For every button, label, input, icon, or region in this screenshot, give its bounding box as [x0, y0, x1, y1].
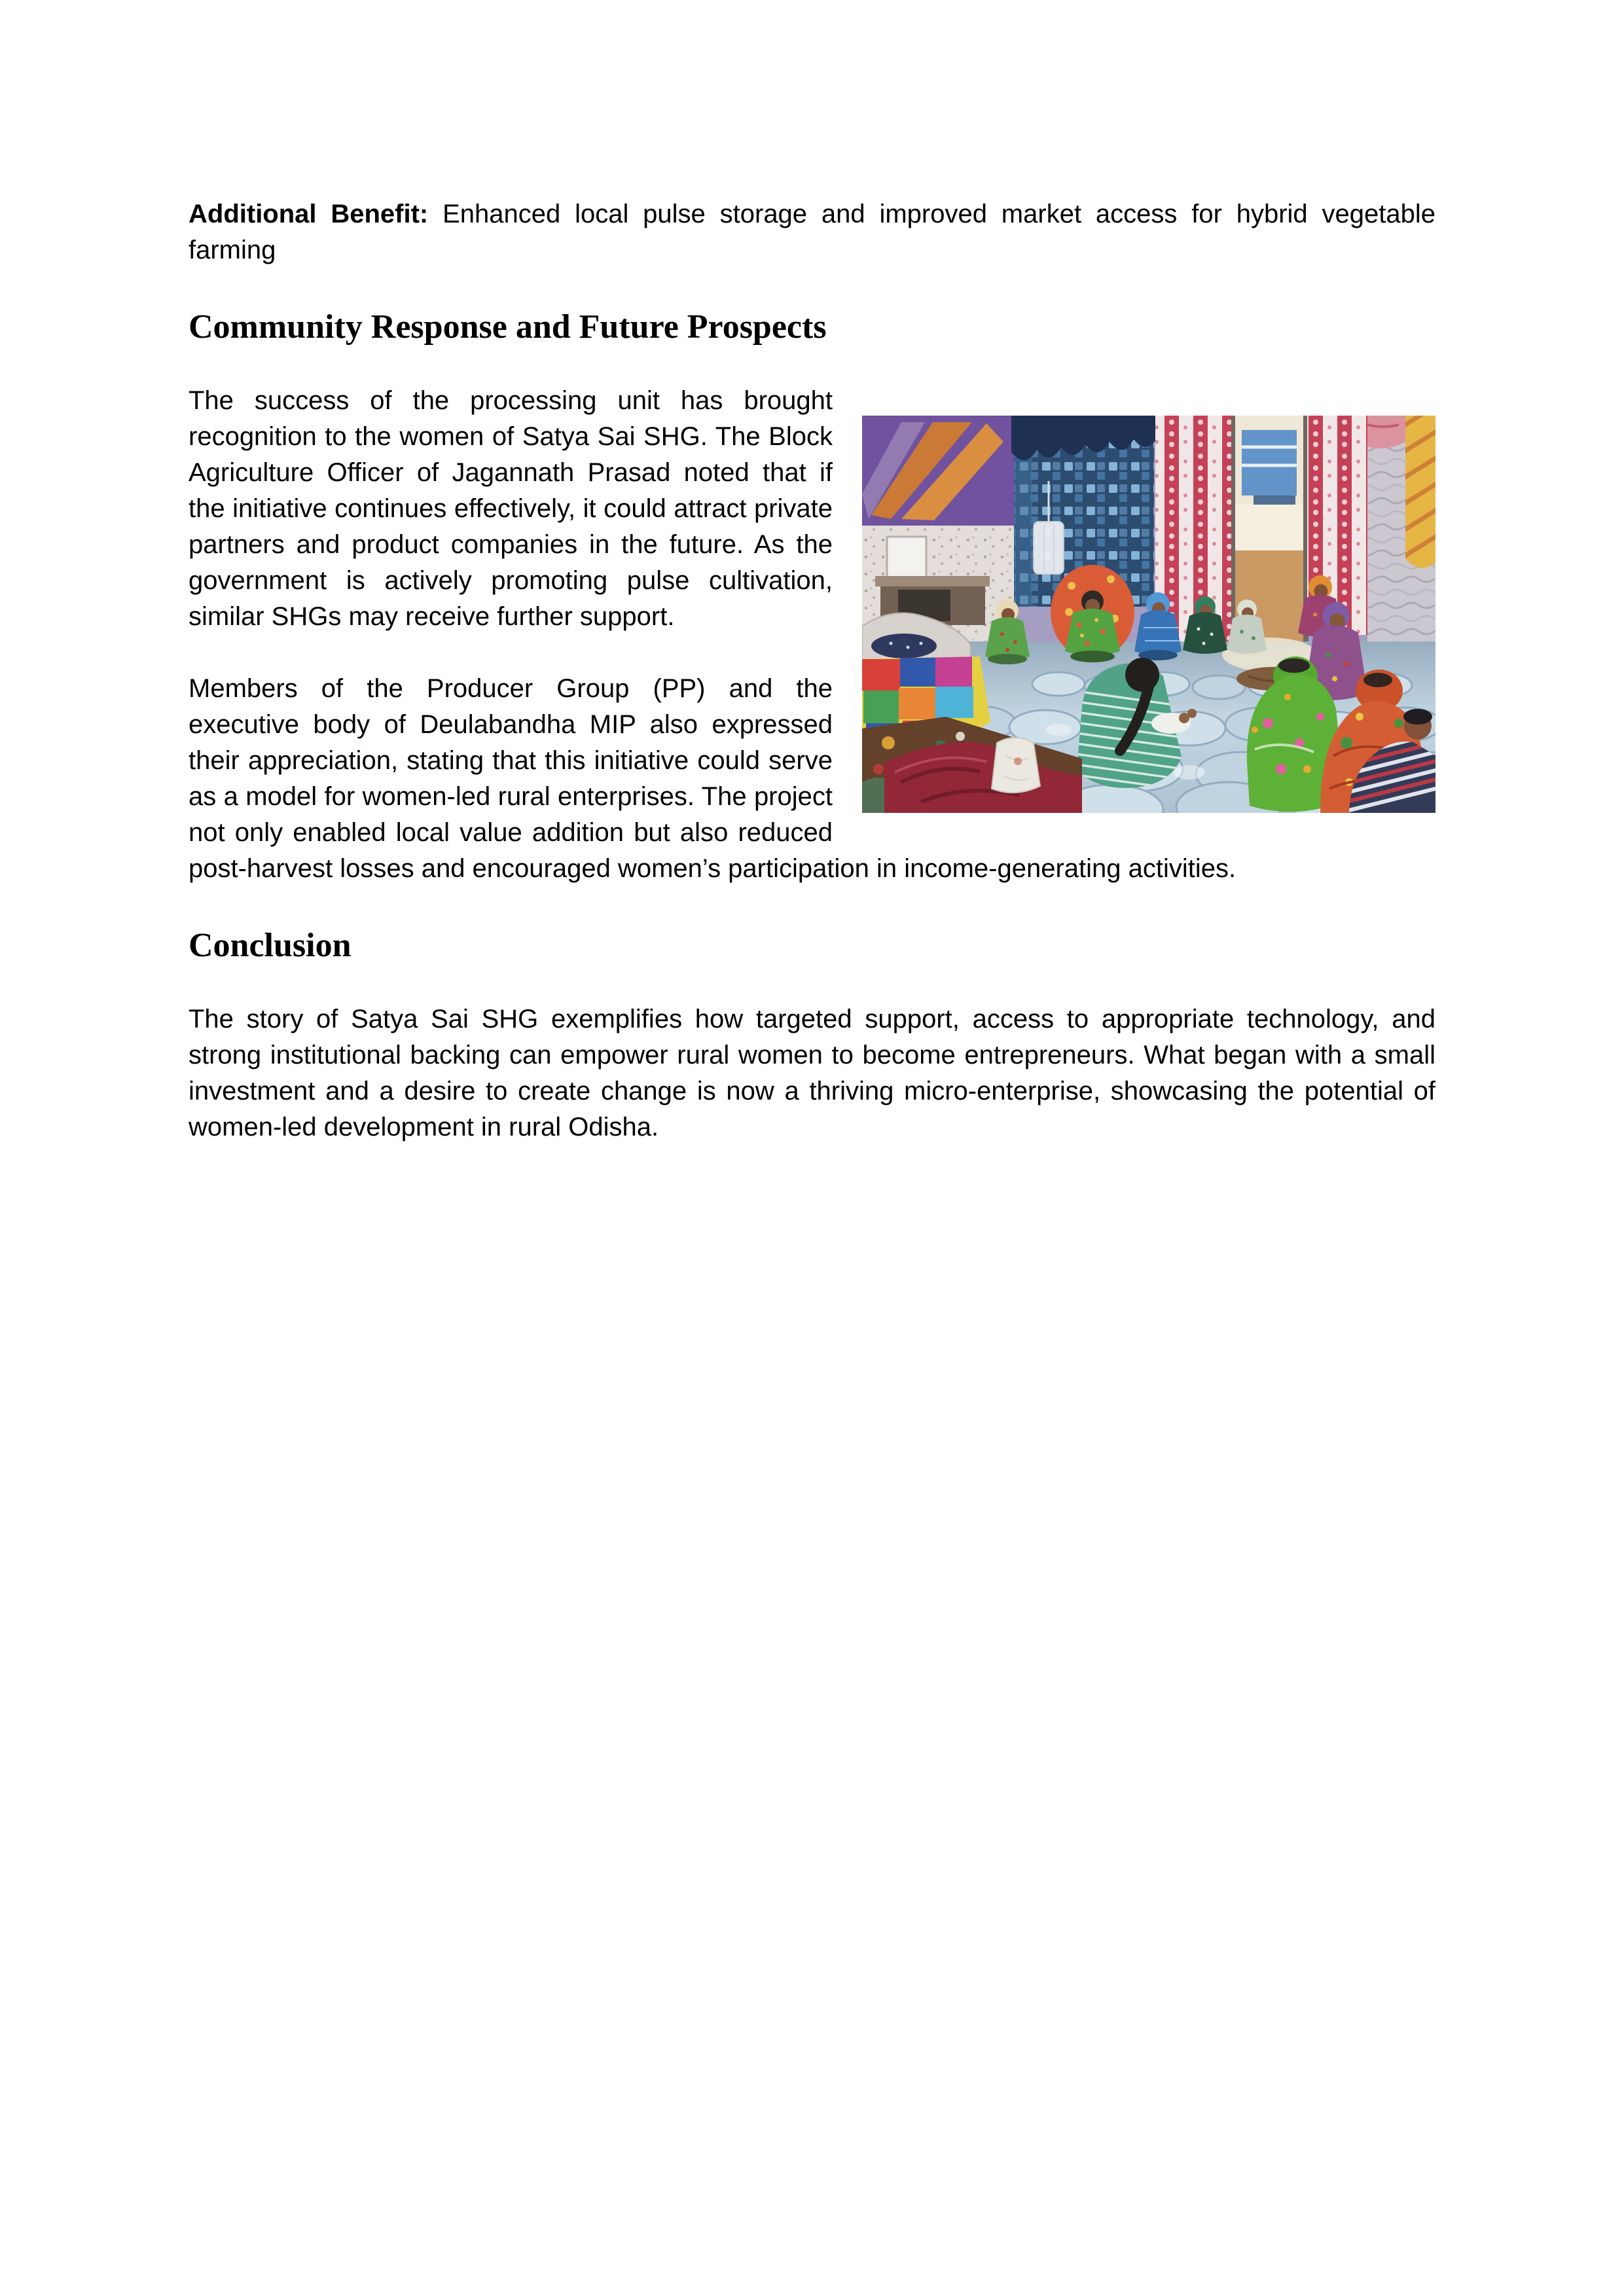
additional-benefit-text: Enhanced local pulse storage and improved market access for hybrid vegetable farming — [189, 200, 1435, 264]
conclusion-paragraph — [189, 1001, 1435, 1145]
conclusion-paragraph-text: The story of Satya Sai SHG exemplifies how targeted support, access to appropriate technology, and strong institutional backing can empower rural women to become entrepreneurs. What began with a small investment and a desire to create change is now a thriving micro-enterprise, showcasing the potential of women-led development in rural Odisha. — [189, 1005, 1435, 1141]
community-paragraph-2-text: Members of the Producer Group (PP) and the executive body of Deulabandha MIP also expressed their appreciation, stating that this initiative could serve as a model for women-led rural enterprises. The project not only enabled local value addition but also reduced post-harvest losses and encouraged women’s participation in income-generating activities. — [189, 674, 1236, 883]
heading-community-response: Community Response and Future Prospects — [189, 308, 827, 346]
community-paragraph-1 — [189, 383, 1435, 635]
photo-tone-overlay — [862, 416, 1435, 813]
additional-benefit-paragraph — [189, 196, 1435, 268]
document-content — [189, 196, 1435, 1181]
shg-meeting-photo-graphic — [862, 416, 1435, 813]
community-paragraph-1-text: The success of the processing unit has brought recognition to the women of Satya Sai SHG. The Block Agriculture Officer of Jagannath Prasad noted that if the initiative continues effectively, it could attract private partners and product companies in the future. As the government is actively promoting pulse cultivation, similar SHGs may receive further support. — [189, 386, 833, 631]
shg-meeting-photo — [862, 416, 1435, 813]
heading-conclusion: Conclusion — [189, 927, 352, 964]
additional-benefit-label: Additional Benefit: — [189, 200, 429, 228]
